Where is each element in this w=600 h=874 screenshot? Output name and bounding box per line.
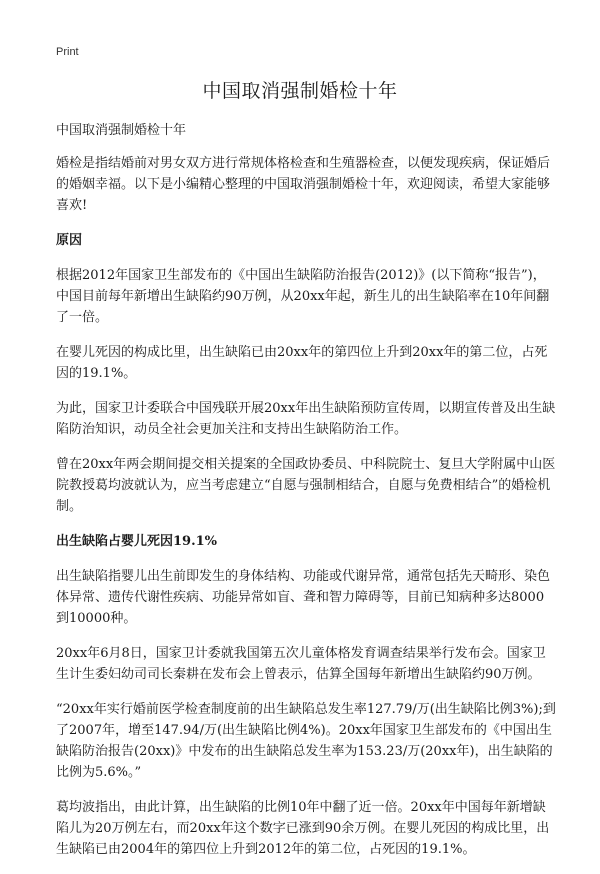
article-body (56, 120, 556, 874)
paragraph: 在婴儿死因的构成比里，出生缺陷已由20xx年的第四位上升到20xx年的第二位，占死因的19.1%。 (56, 345, 548, 381)
section-heading-reason: 原因 (56, 233, 83, 248)
paragraph: 20xx年6月8日，国家卫计委就我国第五次儿童体格发育调查结果举行发布会。国家卫生计生委妇幼司司长秦耕在发布会上曾表示，估算全国每年新增出生缺陷约90万例。 (56, 646, 546, 682)
intro-paragraph: 婚检是指结婚前对男女双方进行常规体格检查和生殖器检查，以便发现疾病，保证婚后的婚姻幸福。以下是小编精心整理的中国取消强制婚检十年，欢迎阅读，希望大家能够喜欢! (56, 156, 551, 213)
paragraph: 为此，国家卫计委联合中国残联开展20xx年出生缺陷预防宣传周，以期宣传普及出生缺陷防治知识，动员全社会更加关注和支持出生缺陷防治工作。 (56, 401, 556, 437)
paragraph: 葛均波指出，由此计算，出生缺陷的比例10年中翻了近一倍。20xx年中国每年新增缺陷儿为20万例左右，而20xx年这个数字已涨到90余万例。在婴儿死因的构成比里，出生缺陷已由2004年的第四位上升到2012年的第二位，占死因的19.1%。 (56, 800, 550, 857)
print-label[interactable]: Print (56, 46, 79, 58)
quote-paragraph: “20xx年实行婚前医学检查制度前的出生缺陷总发生率127.79/万(出生缺陷比例3%);到了2007年，增至147.94/万(出生缺陷比例4%)。20xx年国家卫生部发布的《中国出生缺陷防治报告(20xx)》中发布的出生缺陷总发生率为153.23/万(20xx年)，出生缺陷的比例为5.6%。” (56, 702, 556, 780)
section-heading-birth-defects: 出生缺陷占婴儿死因19.1% (56, 534, 218, 549)
paragraph: 曾在20xx年两会期间提交相关提案的全国政协委员、中科院院士、复旦大学附属中山医院教授葛均波就认为，应当考虑建立“自愿与强制相结合，自愿与免费相结合”的婚检机制。 (56, 457, 556, 514)
paragraph: 出生缺陷指婴儿出生前即发生的身体结构、功能或代谢异常，通常包括先天畸形、染色体异常、遗传代谢性疾病、功能异常如盲、聋和智力障碍等，目前已知病种多达8000到10000种。 (56, 569, 551, 626)
article-subtitle: 中国取消强制婚检十年 (56, 123, 187, 138)
paragraph: 根据2012年国家卫生部发布的《中国出生缺陷防治报告(2012)》(以下简称“报告”)，中国目前每年新增出生缺陷约90万例，从20xx年起，新生儿的出生缺陷率在10年间翻了一倍。 (56, 268, 550, 325)
page-title: 中国取消强制婚检十年 (202, 80, 398, 102)
